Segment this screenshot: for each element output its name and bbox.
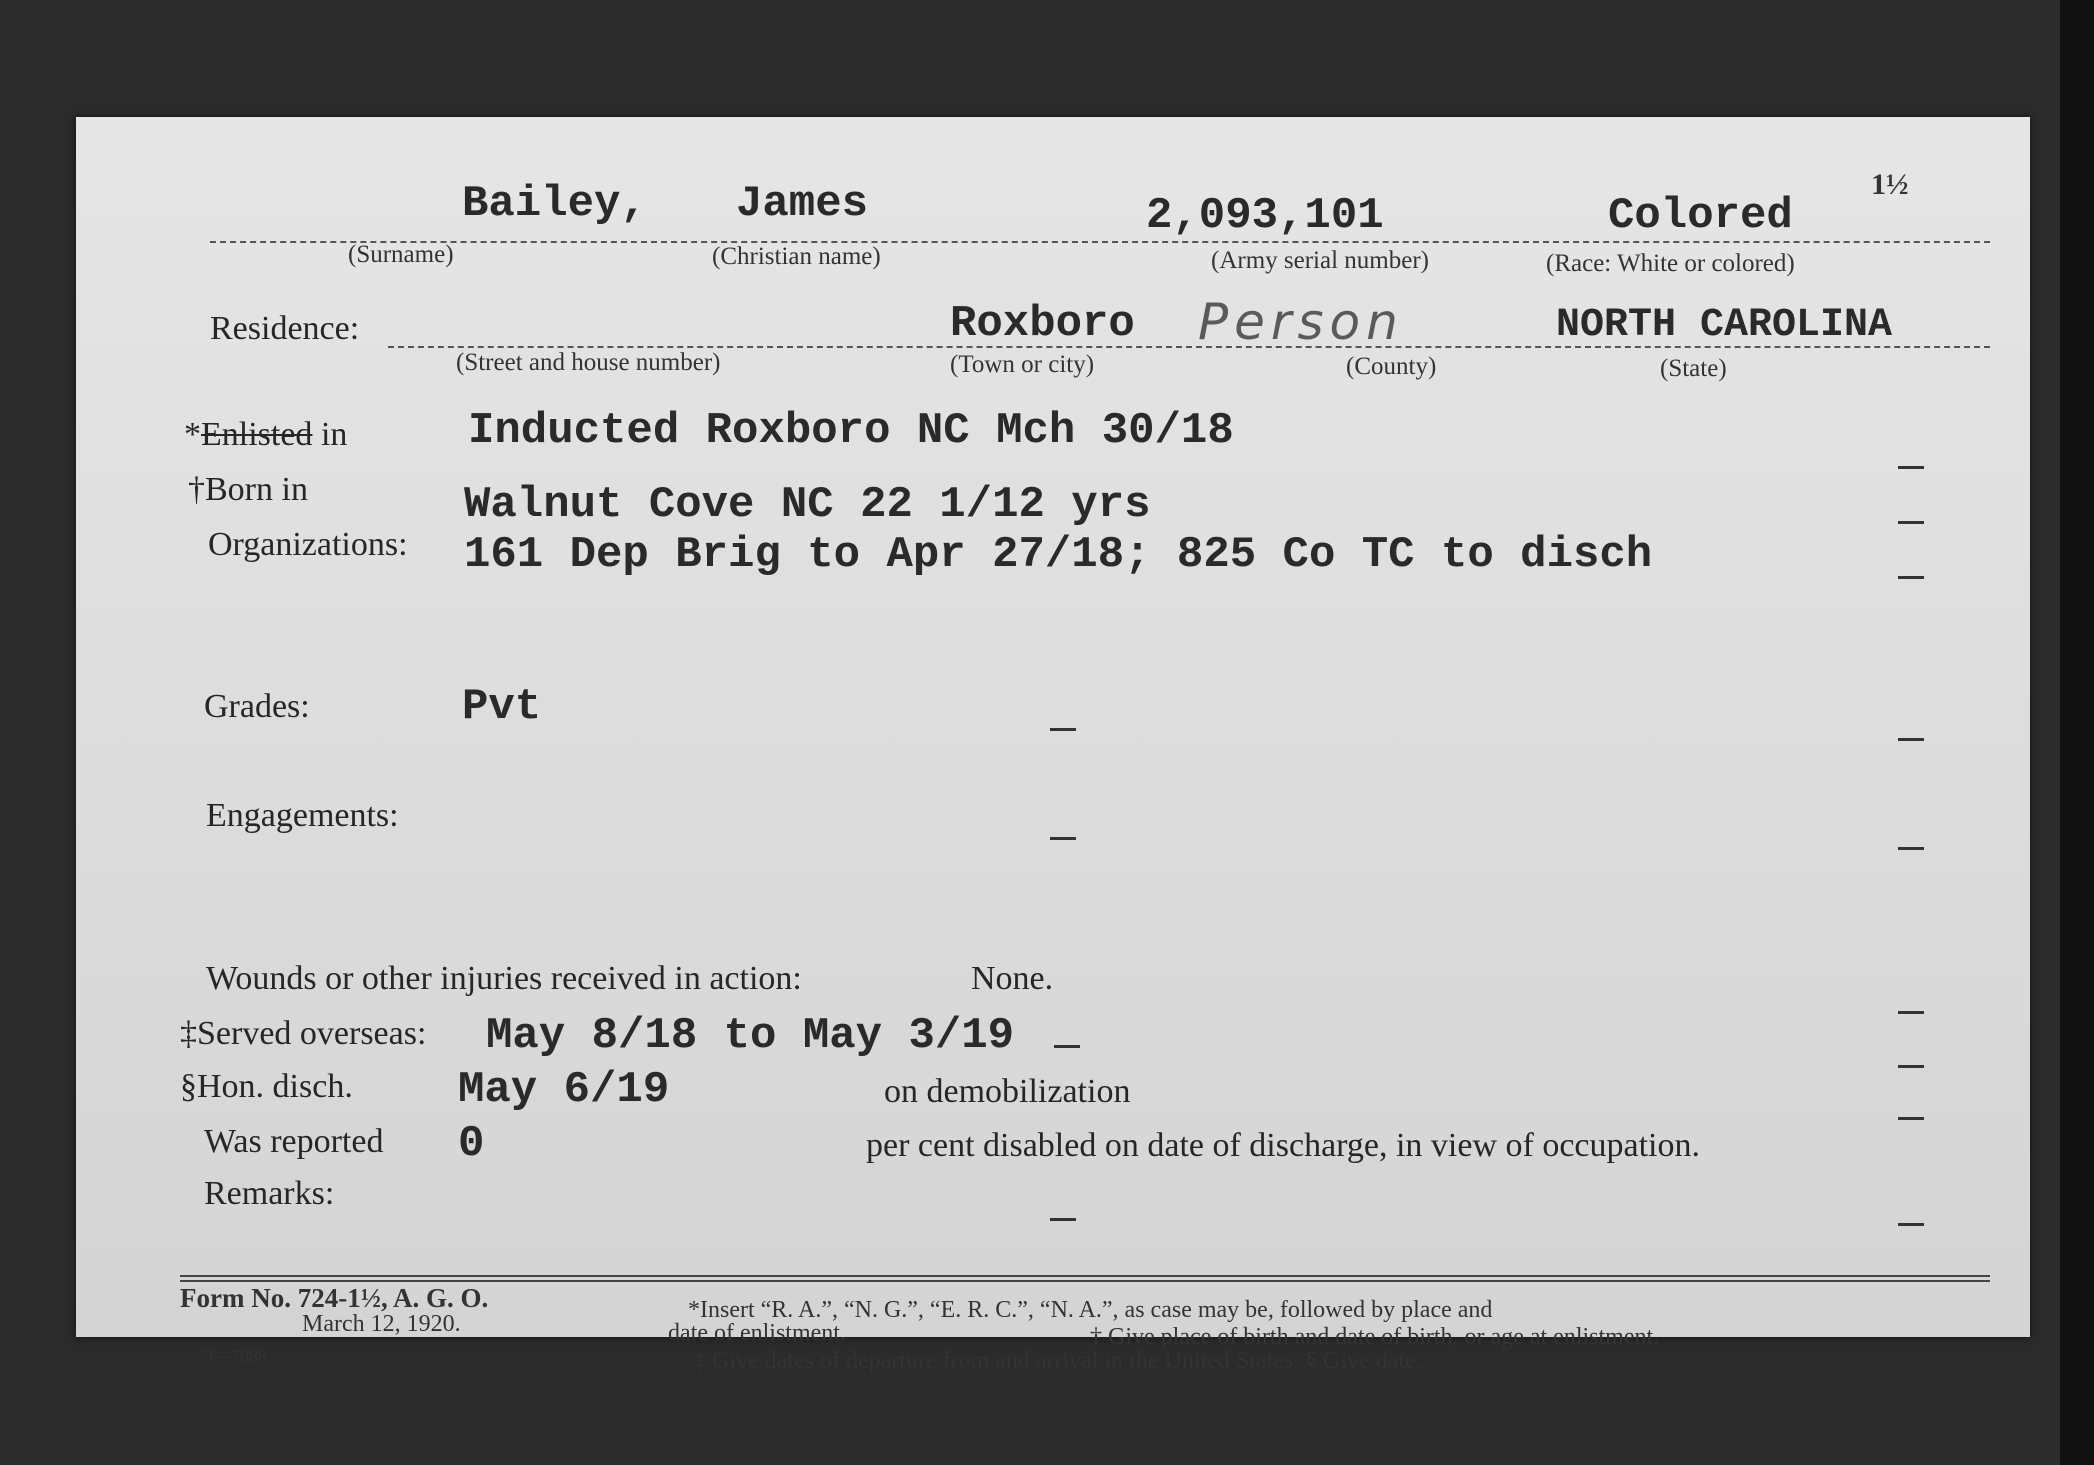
- remarks-label: Remarks:: [204, 1175, 335, 1212]
- margin-tick: [1050, 837, 1076, 840]
- enlisted-in-word: in: [320, 416, 348, 453]
- footnote-line-2a: date of enlistment.: [668, 1320, 846, 1346]
- street-caption: (Street and house number): [456, 349, 721, 376]
- serial-number-value: 2,093,101: [1146, 191, 1384, 241]
- footnote-line-3: ‡ Give dates of departure from and arrival in the United States. § Give date.: [694, 1348, 1422, 1374]
- grades-label: Grades:: [204, 688, 310, 725]
- discharge-note: on demobilization: [884, 1073, 1131, 1110]
- grades-value: Pvt: [462, 682, 542, 732]
- reported-note: per cent disabled on date of discharge, in view of occupation.: [866, 1127, 1700, 1164]
- footer-rule: [180, 1275, 1990, 1277]
- surname-value: Bailey,: [462, 179, 647, 229]
- scan-border: [2060, 0, 2094, 1465]
- organizations-label: Organizations:: [208, 526, 408, 563]
- enlisted-value: Inducted Roxboro NC Mch 30/18: [468, 406, 1234, 456]
- organizations-value: 161 Dep Brig to Apr 27/18; 825 Co TC to disch: [464, 530, 1653, 580]
- born-label-text: Born in: [205, 471, 308, 508]
- margin-tick: [1050, 728, 1076, 731]
- margin-tick: [1898, 1117, 1924, 1120]
- enlisted-struck-word: Enlisted: [201, 416, 313, 453]
- town-caption: (Town or city): [950, 351, 1095, 378]
- margin-tick: [1898, 466, 1924, 469]
- header-underline: [210, 241, 1990, 243]
- footnote-line-1: *Insert “R. A.”, “N. G.”, “E. R. C.”, “N. A.”, as case may be, followed by place and: [688, 1297, 1493, 1323]
- overseas-label: [180, 1015, 426, 1053]
- discharge-value: May 6/19: [458, 1065, 670, 1115]
- reported-label: Was reported: [204, 1123, 384, 1160]
- serial-number-caption: (Army serial number): [1211, 247, 1429, 274]
- reported-value: 0: [458, 1119, 485, 1169]
- discharge-mark: §: [180, 1068, 197, 1105]
- overseas-label-text: Served overseas:: [197, 1015, 427, 1052]
- county-caption: (County): [1346, 353, 1437, 380]
- wounds-value: None.: [971, 960, 1054, 997]
- margin-tick: [1898, 847, 1924, 850]
- margin-tick: [1898, 1223, 1924, 1226]
- form-date: March 12, 1920.: [302, 1311, 461, 1337]
- overseas-mark: ‡: [180, 1015, 197, 1052]
- corner-mark: 1½: [1871, 168, 1909, 201]
- margin-tick: [1054, 1045, 1080, 1048]
- wounds-label: Wounds or other injuries received in action:: [206, 960, 802, 997]
- margin-tick: [1898, 1065, 1924, 1068]
- residence-label: Residence:: [210, 310, 360, 347]
- christian-name-caption: (Christian name): [712, 243, 881, 270]
- state-value: NORTH CAROLINA: [1556, 303, 1893, 348]
- margin-tick: [1050, 1218, 1076, 1221]
- residence-underline: [388, 346, 1990, 348]
- town-value: Roxboro: [950, 299, 1135, 349]
- surname-caption: (Surname): [348, 241, 454, 268]
- margin-tick: [1898, 521, 1924, 524]
- margin-tick: [1898, 738, 1924, 741]
- discharge-label: [180, 1068, 353, 1106]
- born-value: Walnut Cove NC 22 1/12 yrs: [464, 480, 1151, 530]
- enlisted-label: [184, 416, 347, 454]
- margin-tick: [1898, 576, 1924, 579]
- born-label: [188, 471, 308, 509]
- county-value: Person: [1198, 293, 1404, 351]
- state-caption: (State): [1660, 355, 1727, 382]
- race-value: Colored: [1608, 191, 1793, 241]
- footer-rule: [180, 1280, 1990, 1282]
- print-code: 3—7688: [204, 1346, 267, 1366]
- enlisted-mark: *: [184, 416, 201, 453]
- form-number: Form No. 724-1½, A. G. O.: [180, 1283, 489, 1313]
- overseas-value: May 8/18 to May 3/19: [486, 1011, 1015, 1061]
- race-caption: (Race: White or colored): [1546, 250, 1795, 277]
- christian-name-value: James: [736, 179, 869, 229]
- service-record-card: [76, 117, 2030, 1374]
- footnote-line-2b: † Give place of birth and date of birth, or age at enlistment.: [1090, 1324, 1660, 1350]
- engagements-label: Engagements:: [206, 797, 399, 834]
- margin-tick: [1898, 1011, 1924, 1014]
- discharge-label-text: Hon. disch.: [197, 1068, 353, 1105]
- born-mark: †: [188, 471, 205, 508]
